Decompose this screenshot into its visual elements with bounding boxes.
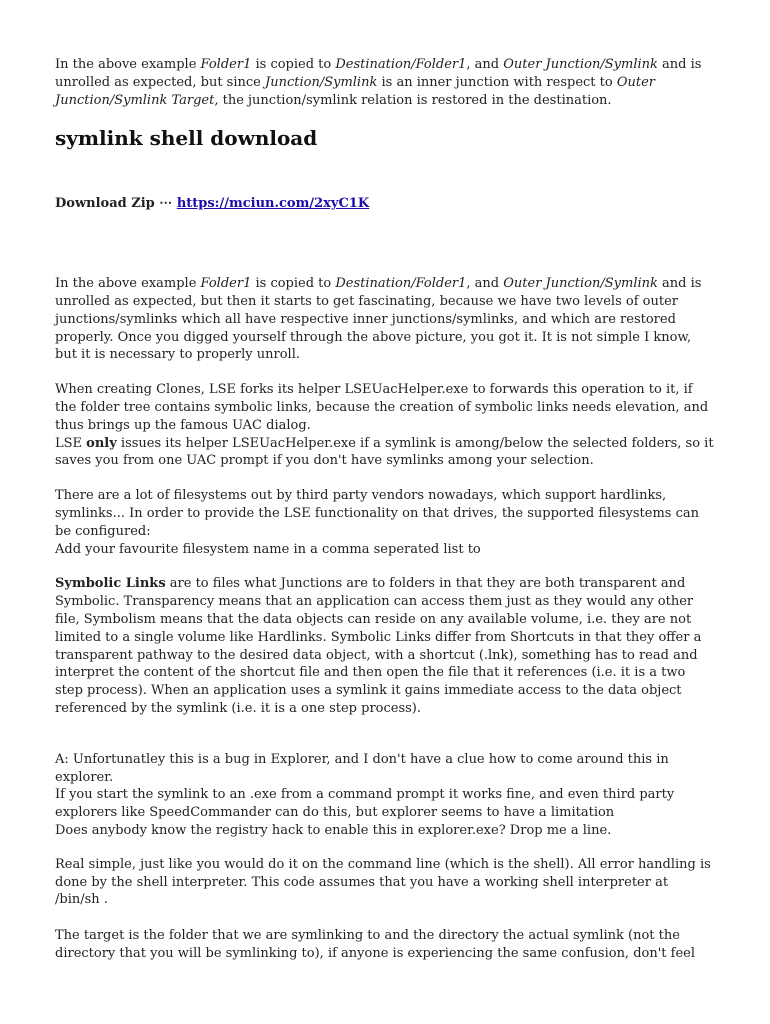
paragraph-clones <box>55 381 715 470</box>
intro-folder: Folder1 <box>200 57 252 72</box>
document-body <box>55 56 715 963</box>
paragraph-target: The target is the folder that we are symlinking to and the directory the actual symlink (not the directory that you will be symlinking to), if anyone is experiencing the same confusion, don't feel <box>55 928 696 961</box>
intro-text: is an inner junction with respect to <box>377 74 617 90</box>
paragraph-shell: Real simple, just like you would do it on the command line (which is the shell). All error handling is done by the shell interpreter. This code assumes that you have a working shell interpreter at /bin/sh . <box>55 856 711 908</box>
paragraph-line <box>55 435 715 471</box>
page-title: symlink shell download <box>55 126 318 151</box>
paragraph-text: are to files what Junctions are to folders in that they are both transparent and Symbolic. Transparency means that an application can access them just as they would any other file, Symbolism means that the data objects can reside on any available volume, i.e. they are not limited to a single volume like Hardlinks. Symbolic Links differ from Shortcuts in that they offer a transparent pathway to the desired data object, with a shortcut (.lnk), something has to read and interpret the content of the shortcut file and then open the file that it references (i.e. it is a two step process). When an application uses a symlink it gains immediate access to the data object referenced by the symlink (i.e. it is a one step process). <box>55 576 702 716</box>
emphasis-only: only <box>86 435 117 451</box>
intro-outer-junction: Outer Junction/Symlink <box>503 57 658 72</box>
download-link[interactable]: https://mciun.com/2xyC1K <box>176 196 370 212</box>
paragraph-text: is copied to <box>251 276 336 292</box>
paragraph-text: In the above example <box>55 276 201 292</box>
intro-outer-target: Outer Junction/Symlink Target <box>55 74 656 108</box>
paragraph-line: A: Unfortunatley this is a bug in Explorer, and I don't have a clue how to come around this in explorer. <box>55 751 669 785</box>
paragraph-folder: Folder1 <box>200 276 252 292</box>
paragraph-explorer-bug <box>55 751 715 840</box>
paragraph-unroll <box>55 275 715 364</box>
intro-text: , the junction/symlink relation is restored in the destination. <box>214 92 612 108</box>
paragraph-text: issues its helper LSEUacHelper.exe if a symlink is among/below the selected folders, so it saves you from one UAC prompt if you don't have symlinks among your selection. <box>55 435 714 469</box>
paragraph-text: and is unrolled as expected, but then it starts to get fascinating, because we have two levels of outer junctions/symlinks which all have respective inner junctions/symlinks, and which are restored properly. Once you digged yourself through the above picture, you got it. It is not simple I know, but it is necessary to properly unroll. <box>55 276 702 363</box>
intro-text: and is unrolled as expected, but since <box>55 57 702 90</box>
paragraph-outer-junction: Outer Junction/Symlink <box>503 276 658 292</box>
paragraph-line: If you start the symlink to an .exe from a command prompt it works fine, and even third party explorers like SpeedCommander can do this, but explorer seems to have a limitation <box>55 787 675 821</box>
term-symbolic-links: Symbolic Links <box>55 576 166 592</box>
intro-text: In the above example <box>55 57 201 72</box>
paragraph-symbolic-links <box>55 575 715 717</box>
intro-text: is copied to <box>251 57 336 72</box>
paragraph-line: There are a lot of filesystems out by third party vendors nowadays, which support hardlinks, symlinks... In order to provide the LSE functionality on that drives, the supported filesystems can be configured: <box>55 488 700 539</box>
intro-destination: Destination/Folder1 <box>335 57 467 72</box>
intro-inner-junction: Junction/Symlink <box>265 74 378 90</box>
paragraph-filesystems <box>55 487 715 558</box>
paragraph-line: Does anybody know the registry hack to enable this in explorer.exe? Drop me a line. <box>55 822 612 838</box>
paragraph-destination: Destination/Folder1 <box>335 276 467 292</box>
download-label: Download Zip ⋯ <box>55 196 177 212</box>
paragraph-line: Add your favourite filesystem name in a comma seperated list to <box>55 541 481 557</box>
intro-paragraph <box>55 56 715 109</box>
paragraph-line: When creating Clones, LSE forks its helper LSEUacHelper.exe to forwards this operation to it, if the folder tree contains symbolic links, because the creation of symbolic links needs elevation, and thus brings up the famous UAC dialog. <box>55 382 709 433</box>
paragraph-text: , and <box>466 276 504 292</box>
intro-text: , and <box>466 57 504 72</box>
paragraph-text: LSE <box>55 435 87 451</box>
download-line <box>55 195 715 213</box>
